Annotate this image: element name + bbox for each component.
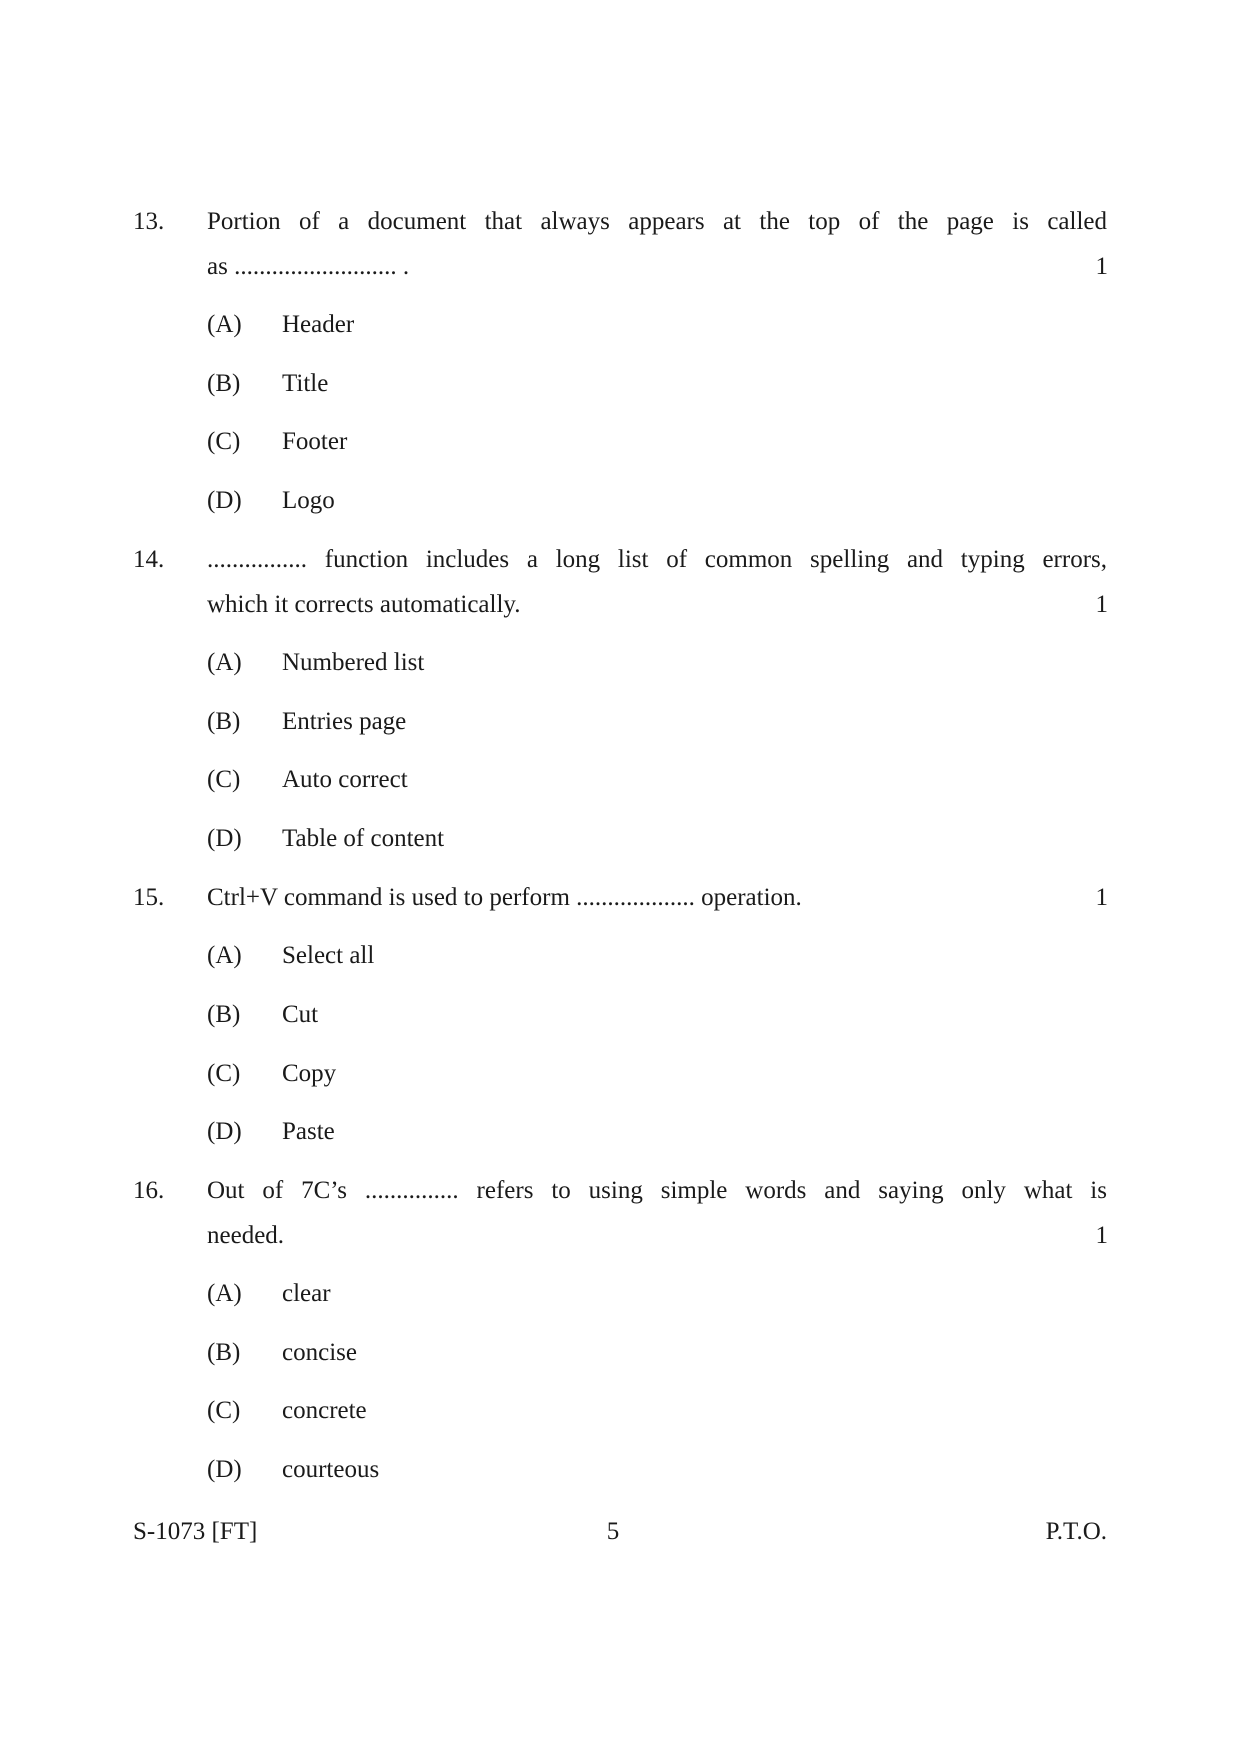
option-c-text: Footer <box>282 428 348 455</box>
option-b-letter: (B) <box>207 1339 241 1366</box>
option-c-letter: (C) <box>207 1397 241 1424</box>
question-text-line-1: Ctrl+V command is used to perform ................... operation. <box>207 884 802 911</box>
option-d-text: Paste <box>282 1118 335 1145</box>
question-number: 13. <box>133 208 165 235</box>
question-text-line-1: ................ function includes a long list of common spelling and typing errors, <box>207 546 1107 573</box>
option-b-text: Title <box>282 370 329 397</box>
question-number: 16. <box>133 1177 165 1204</box>
option-c-text: Copy <box>282 1060 337 1087</box>
marks: 1 <box>1095 591 1108 618</box>
question-number: 15. <box>133 884 165 911</box>
marks: 1 <box>1095 253 1108 280</box>
paper-code: S-1073 [FT] <box>133 1518 258 1545</box>
question-text-line-2: which it corrects automatically. <box>207 591 521 618</box>
option-d-letter: (D) <box>207 487 242 514</box>
option-a-letter: (A) <box>207 649 242 676</box>
please-turn-over: P.T.O. <box>1045 1518 1107 1545</box>
option-c-letter: (C) <box>207 1060 241 1087</box>
question-text-line-2: needed. <box>207 1222 285 1249</box>
option-a-text: Numbered list <box>282 649 425 676</box>
option-a-letter: (A) <box>207 1280 242 1307</box>
option-c-letter: (C) <box>207 766 241 793</box>
option-d-letter: (D) <box>207 1118 242 1145</box>
option-d-letter: (D) <box>207 1456 242 1483</box>
option-b-text: Entries page <box>282 708 407 735</box>
option-a-text: Select all <box>282 942 375 969</box>
option-b-text: concise <box>282 1339 357 1366</box>
marks: 1 <box>1095 1222 1108 1249</box>
option-a-text: Header <box>282 311 355 338</box>
option-b-letter: (B) <box>207 708 241 735</box>
option-c-text: Auto correct <box>282 766 408 793</box>
question-number: 14. <box>133 546 165 573</box>
question-text-line-1: Portion of a document that always appears at the top of the page is called <box>207 208 1107 235</box>
option-b-letter: (B) <box>207 1001 241 1028</box>
page-number: 5 <box>606 1518 620 1545</box>
question-text-line-2: as .......................... . <box>207 253 410 280</box>
option-a-text: clear <box>282 1280 331 1307</box>
option-a-letter: (A) <box>207 311 242 338</box>
option-b-letter: (B) <box>207 370 241 397</box>
option-d-text: Table of content <box>282 825 445 852</box>
option-c-text: concrete <box>282 1397 367 1424</box>
option-d-text: courteous <box>282 1456 380 1483</box>
option-d-letter: (D) <box>207 825 242 852</box>
marks: 1 <box>1095 884 1108 911</box>
option-c-letter: (C) <box>207 428 241 455</box>
option-d-text: Logo <box>282 487 335 514</box>
option-b-text: Cut <box>282 1001 319 1028</box>
option-a-letter: (A) <box>207 942 242 969</box>
question-text-line-1: Out of 7C’s ............... refers to using simple words and saying only what is <box>207 1177 1107 1204</box>
